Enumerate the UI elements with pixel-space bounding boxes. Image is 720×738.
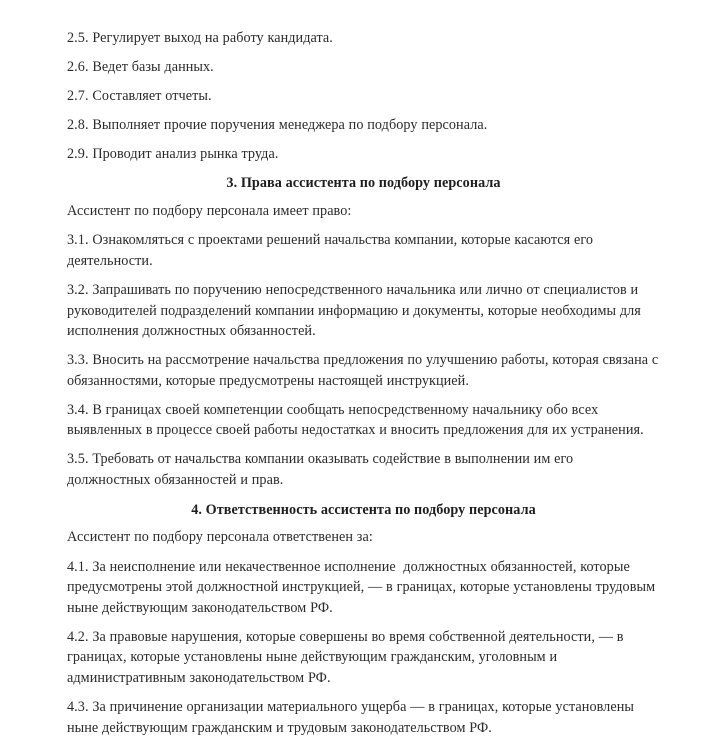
section-4-lead-text: Ассистент по подбору персонала ответственен за: [67, 529, 373, 546]
list-item-4-2: 4.2. За правовые нарушения, которые совершены во время собственной деятельности, — в границах, которые установлены ныне действующим гражданским, уголовным и административным законодательством РФ. [67, 628, 628, 686]
list-item-2-8: 2.8. Выполняет прочие поручения менеджера по подбору персонала. [67, 117, 488, 134]
list-item-3-4: 3.4. В границах своей компетенции сообщать непосредственному начальнику обо всех выявленных в процессе своей работы недостатках и вносить предложения для их устранения. [67, 401, 644, 439]
list-item-2-7: 2.7. Составляет отчеты. [67, 88, 212, 105]
list-item-4-3: 4.3. За причинение организации материального ущерба — в границах, которые установлены ныне действующим гражданским и трудовым законодательством РФ. [67, 699, 638, 736]
section-3-lead-text: Ассистент по подбору персонала имеет право: [67, 202, 352, 219]
section-heading-4: 4. Ответственность ассистента по подбору персонала [191, 501, 536, 518]
list-item-3-1: 3.1. Ознакомляться с проектами решений начальства компании, которые касаются его деятельности. [67, 232, 597, 269]
list-item-2-9: 2.9. Проводит анализ рынка труда. [67, 146, 279, 163]
list-item-3-5: 3.5. Требовать от начальства компании оказывать содействие в выполнении им его должностных обязанностей и прав. [67, 451, 577, 488]
list-item-4-1: 4.1. За неисполнение или некачественное исполнение должностных обязанностей, которые предусмотрены этой должностной инструкцией, — в границах, которые установлены трудовым ныне действующим законодательством РФ. [67, 558, 659, 616]
section-heading-3: 3. Права ассистента по подбору персонала [226, 175, 501, 192]
list-item-2-5: 2.5. Регулирует выход на работу кандидата. [67, 30, 333, 46]
list-item-3-2: 3.2. Запрашивать по поручению непосредственного начальника или лично от специалистов и руководителей подразделений компании информацию и документы, которые необходимы для исполнения должностных обязанностей. [67, 282, 645, 340]
list-item-2-6: 2.6. Ведет базы данных. [67, 59, 214, 76]
list-item-3-3: 3.3. Вносить на рассмотрение начальства предложения по улучшению работы, которая связана с обязанностями, которые предусмотрены настоящей инструкцией. [67, 352, 663, 389]
